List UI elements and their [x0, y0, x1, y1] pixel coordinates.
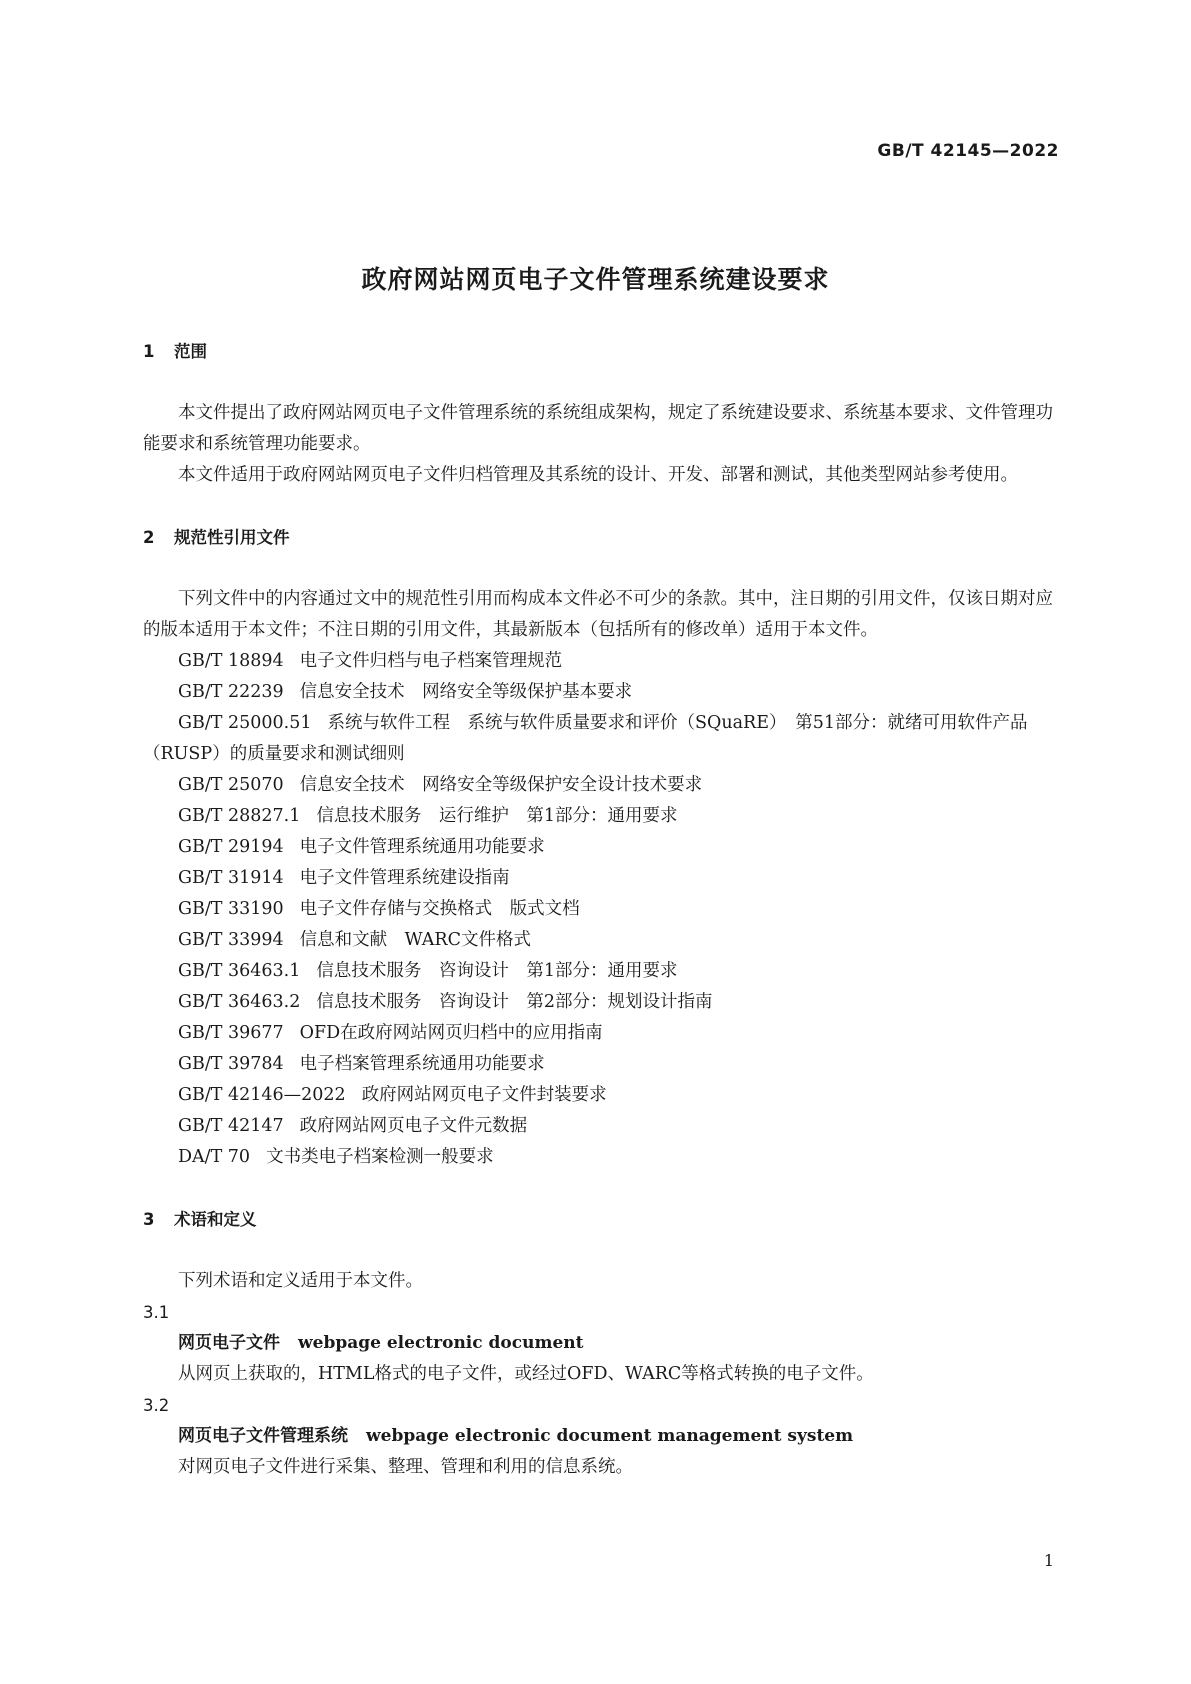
page-number: 1 — [1043, 1551, 1054, 1570]
reference-code: GB/T 25070 — [178, 775, 284, 795]
section-number: 2 — [143, 528, 155, 547]
section-number: 1 — [143, 342, 155, 361]
reference-code: GB/T 36463.2 — [178, 992, 301, 1012]
reference-code: GB/T 36463.1 — [178, 961, 301, 981]
reference-item — [143, 956, 1063, 987]
reference-item — [143, 770, 1063, 801]
reference-title: 信息和文献 WARC文件格式 — [299, 930, 531, 950]
term-name-en: webpage electronic document — [298, 1333, 584, 1353]
terms-intro: 下列术语和定义适用于本文件。 — [178, 1271, 423, 1291]
reference-code: GB/T 31914 — [178, 868, 284, 888]
section-title: 术语和定义 — [174, 1210, 257, 1229]
reference-code: DA/T 70 — [178, 1147, 251, 1167]
reference-title: 信息技术服务 咨询设计 第2部分：规划设计指南 — [316, 992, 713, 1012]
section-title: 范围 — [174, 342, 207, 361]
reference-code: GB/T 39677 — [178, 1023, 284, 1043]
refs-intro: 下列文件中的内容通过文中的规范性引用而构成本文件必不可少的条款。其中，注日期的引用文件，仅该日期对应的版本适用于本文件；不注日期的引用文件，其最新版本（包括所有的修改单）适用于本文件。 — [143, 589, 1053, 640]
reference-code: GB/T 25000.51 — [178, 713, 312, 733]
reference-item — [143, 1111, 1063, 1142]
reference-title: 电子文件管理系统建设指南 — [299, 868, 510, 888]
reference-item — [143, 708, 1063, 770]
reference-title: 电子文件存储与交换格式 版式文档 — [299, 899, 580, 919]
reference-item — [143, 646, 1063, 677]
reference-item — [143, 801, 1063, 832]
section-number: 3 — [143, 1210, 155, 1229]
reference-title: 信息技术服务 咨询设计 第1部分：通用要求 — [316, 961, 678, 981]
reference-code: GB/T 42147 — [178, 1116, 284, 1136]
reference-title: 信息技术服务 运行维护 第1部分：通用要求 — [316, 806, 678, 826]
term-number: 3.2 — [143, 1396, 170, 1415]
section-heading-refs — [143, 522, 1063, 553]
reference-title: 系统与软件工程 系统与软件质量要求和评价（SQuaRE） 第51部分：就绪可用软件产品（RUSP）的质量要求和测试细则 — [143, 713, 1028, 764]
section-heading-scope — [143, 336, 1063, 367]
reference-item — [143, 987, 1063, 1018]
reference-item — [143, 1080, 1063, 1111]
reference-title: 电子文件归档与电子档案管理规范 — [299, 651, 563, 671]
reference-code: GB/T 42146—2022 — [178, 1085, 346, 1105]
reference-item — [143, 832, 1063, 863]
reference-title: 政府网站网页电子文件封装要求 — [361, 1085, 607, 1105]
reference-code: GB/T 39784 — [178, 1054, 284, 1074]
reference-item — [143, 894, 1063, 925]
reference-title: 电子档案管理系统通用功能要求 — [299, 1054, 545, 1074]
term-definition: 从网页上获取的，HTML格式的电子文件，或经过OFD、WARC等格式转换的电子文件。 — [178, 1364, 874, 1384]
reference-title: 信息安全技术 网络安全等级保护基本要求 — [299, 682, 633, 702]
section-heading-terms — [143, 1204, 1063, 1235]
term-name-en: webpage electronic document management system — [366, 1426, 854, 1446]
page-title: 政府网站网页电子文件管理系统建设要求 — [361, 264, 830, 294]
reference-title: 电子文件管理系统通用功能要求 — [299, 837, 545, 857]
reference-code: GB/T 18894 — [178, 651, 284, 671]
reference-code: GB/T 33994 — [178, 930, 284, 950]
reference-title: 政府网站网页电子文件元数据 — [299, 1116, 528, 1136]
term-name-zh: 网页电子文件 — [178, 1333, 280, 1353]
scope-paragraph-2: 本文件适用于政府网站网页电子文件归档管理及其系统的设计、开发、部署和测试，其他类型网站参考使用。 — [178, 465, 1018, 485]
term-name — [143, 1328, 1063, 1359]
reference-code: GB/T 33190 — [178, 899, 284, 919]
reference-code: GB/T 22239 — [178, 682, 284, 702]
reference-item — [143, 677, 1063, 708]
document-body — [143, 336, 1063, 1483]
reference-code: GB/T 28827.1 — [178, 806, 301, 826]
term-number: 3.1 — [143, 1303, 170, 1322]
section-title: 规范性引用文件 — [174, 528, 290, 547]
reference-title: 信息安全技术 网络安全等级保护安全设计技术要求 — [299, 775, 703, 795]
scope-paragraph-1: 本文件提出了政府网站网页电子文件管理系统的系统组成架构，规定了系统建设要求、系统基本要求、文件管理功能要求和系统管理功能要求。 — [143, 403, 1053, 454]
standard-id: GB/T 42145—2022 — [877, 141, 1059, 161]
reference-item — [143, 1018, 1063, 1049]
term-name — [143, 1421, 1063, 1452]
reference-title: 文书类电子档案检测一般要求 — [266, 1147, 494, 1167]
reference-item — [143, 1049, 1063, 1080]
reference-item — [143, 925, 1063, 956]
reference-title: OFD在政府网站网页归档中的应用指南 — [299, 1023, 603, 1043]
term-definition: 对网页电子文件进行采集、整理、管理和利用的信息系统。 — [178, 1457, 633, 1477]
reference-item — [143, 1142, 1063, 1173]
reference-item — [143, 863, 1063, 894]
term-name-zh: 网页电子文件管理系统 — [178, 1426, 348, 1446]
reference-code: GB/T 29194 — [178, 837, 284, 857]
